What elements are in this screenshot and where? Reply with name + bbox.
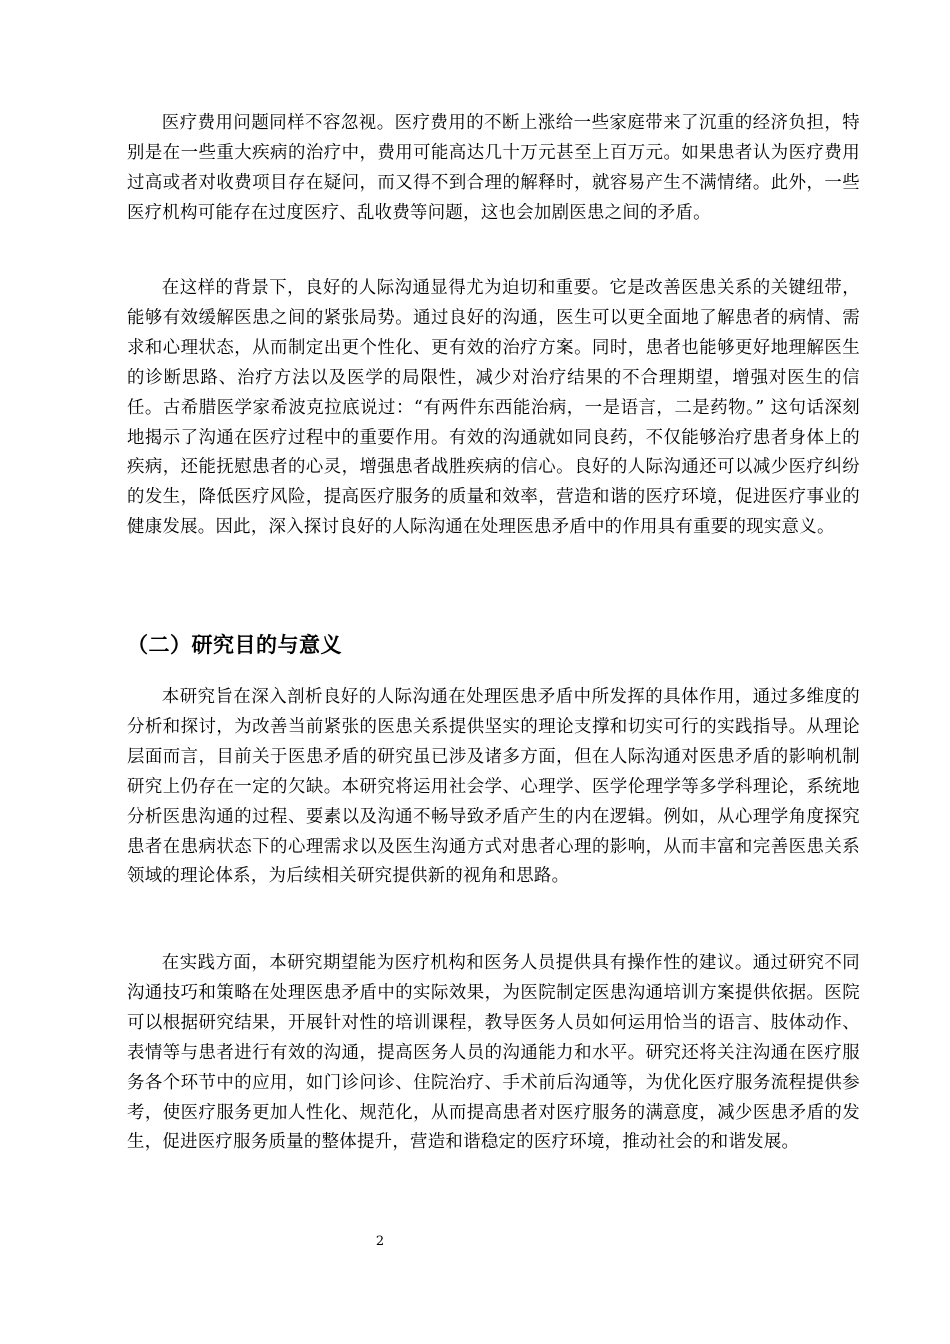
paragraph-research-purpose: 本研究旨在深入剖析良好的人际沟通在处理医患矛盾中所发挥的具体作用，通过多维度的分析和探讨，为改善当前紧张的医患关系提供坚实的理论支撑和切实可行的实践指导。从理论层面而言，目前关于医患矛盾的研究虽已涉及诸多方面，但在人际沟通对医患矛盾的影响机制研究上仍存在一定的欠缺。本研究将运用社会学、心理学、医学伦理学等多学科理论，系统地分析医患沟通的过程、要素以及沟通不畅导致矛盾产生的内在逻辑。例如，从心理学角度探究患者在患病状态下的心理需求以及医生沟通方式对患者心理的影响，从而丰富和完善医患关系领域的理论体系，为后续相关研究提供新的视角和思路。 [127, 687, 860, 887]
paragraph-medical-costs: 医疗费用问题同样不容忽视。医疗费用的不断上涨给一些家庭带来了沉重的经济负担，特别是在一些重大疾病的治疗中，费用可能高达几十万元甚至上百万元。如果患者认为医疗费用过高或者对收费项目存在疑问，而又得不到合理的解释时，就容易产生不满情绪。此外，一些医疗机构可能存在过度医疗、乱收费等问题，这也会加剧医患之间的矛盾。 [127, 113, 860, 223]
paragraph-communication-background: 在这样的背景下，良好的人际沟通显得尤为迫切和重要。它是改善医患关系的关键纽带，能够有效缓解医患之间的紧张局势。通过良好的沟通，医生可以更全面地了解患者的病情、需求和心理状态，从而制定出更个性化、更有效的治疗方案。同时，患者也能够更好地理解医生的诊断思路、治疗方法以及医学的局限性，减少对治疗结果的不合理期望，增强对医生的信任。古希腊医学家希波克拉底说过：“有两件东西能治病，一是语言，二是药物。” 这句话深刻地揭示了沟通在医疗过程中的重要作用。有效的沟通就如同良药，不仅能够治疗患者身体上的疾病，还能抚慰患者的心灵，增强患者战胜疾病的信心。良好的人际沟通还可以减少医疗纠纷的发生，降低医疗风险，提高医疗服务的质量和效率，营造和谐的医疗环境，促进医疗事业的健康发展。因此，深入探讨良好的人际沟通在处理医患矛盾中的作用具有重要的现实意义。 [127, 278, 860, 538]
paragraph-practical-significance: 在实践方面，本研究期望能为医疗机构和医务人员提供具有操作性的建议。通过研究不同沟通技巧和策略在处理医患矛盾中的实际效果，为医院制定医患沟通培训方案提供依据。医院可以根据研究结果，开展针对性的培训课程，教导医务人员如何运用恰当的语言、肢体动作、表情等与患者进行有效的沟通，提高医务人员的沟通能力和水平。研究还将关注沟通在医疗服务各个环节中的应用，如门诊问诊、住院治疗、手术前后沟通等，为优化医疗服务流程提供参考，使医疗服务更加人性化、规范化，从而提高患者对医疗服务的满意度，减少医患矛盾的发生，促进医疗服务质量的整体提升，营造和谐稳定的医疗环境，推动社会的和谐发展。 [127, 953, 860, 1153]
page-number: 2 [375, 1234, 385, 1249]
section-heading: （二）研究目的与意义 [127, 633, 342, 657]
